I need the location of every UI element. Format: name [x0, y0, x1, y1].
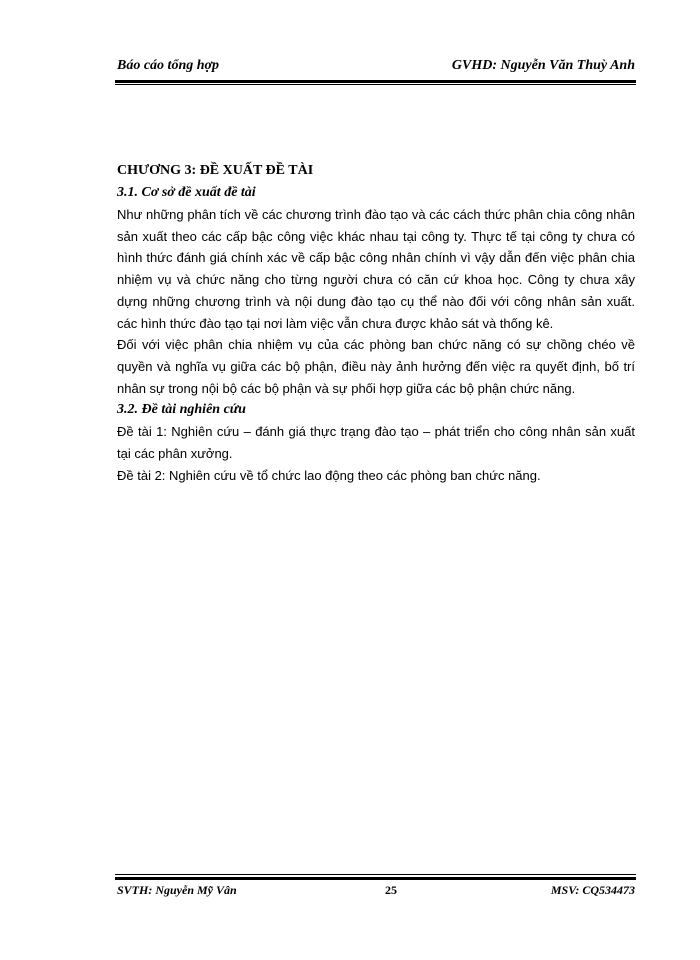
page-content [117, 160, 635, 486]
section-2-paragraph-1: Đề tài 1: Nghiên cứu – đánh giá thực trạng đào tạo – phát triển cho công nhân sản xuất tại các phân xưởng. [117, 424, 635, 462]
footer-student-name: SVTH: Nguyễn Mỹ Vân [117, 883, 237, 897]
header-divider-thin [115, 84, 636, 85]
page-footer [117, 883, 635, 901]
footer-divider-thick [115, 877, 636, 880]
section-1-title: 3.1. Cơ sở đề xuất đề tài [117, 185, 256, 200]
header-supervisor: GVHD: Nguyễn Văn Thuỳ Anh [451, 58, 635, 73]
chapter-title: CHƯƠNG 3: ĐỀ XUẤT ĐỀ TÀI [117, 163, 314, 178]
section-1-paragraph-1: Như những phân tích về các chương trình đào tạo và các cách thức phân chia công nhân sản xuất theo các cấp bậc công việc khác nhau tại công ty. Thực tế tại công ty chưa có hình thức đánh giá chính xác về cấp bậc công nhân chính vì vậy dẫn đến việc phân chia nhiệm vụ và chức năng cho từng người chưa có căn cứ khoa học. Công ty chưa xây dựng những chương trình và nội dung đào tạo cụ thể nào đối với công nhân sản xuất. các hình thức đào tạo tại nơi làm việc vẫn chưa được khảo sát và thống kê. [117, 207, 635, 331]
section-1-paragraph-2: Đối với việc phân chia nhiệm vụ của các phòng ban chức năng có sự chồng chéo về quyền và nghĩa vụ giữa các bộ phận, điều này ảnh hưởng đến việc ra quyết định, bố trí nhân sự trong nội bộ các bộ phận và sự phối hợp giữa các bộ phận chức năng. [117, 337, 635, 396]
header-report-title: Báo cáo tổng hợp [117, 58, 220, 73]
footer-divider-thin [115, 874, 636, 875]
section-2-title: 3.2. Đề tài nghiên cứu [117, 402, 246, 418]
section-2-paragraph-2: Đề tài 2: Nghiên cứu về tổ chức lao động theo các phòng ban chức năng. [117, 467, 541, 483]
page-number: 25 [385, 883, 397, 897]
page-header [117, 58, 635, 78]
footer-student-id: MSV: CQ534473 [550, 883, 635, 897]
header-divider-thick [115, 80, 636, 83]
